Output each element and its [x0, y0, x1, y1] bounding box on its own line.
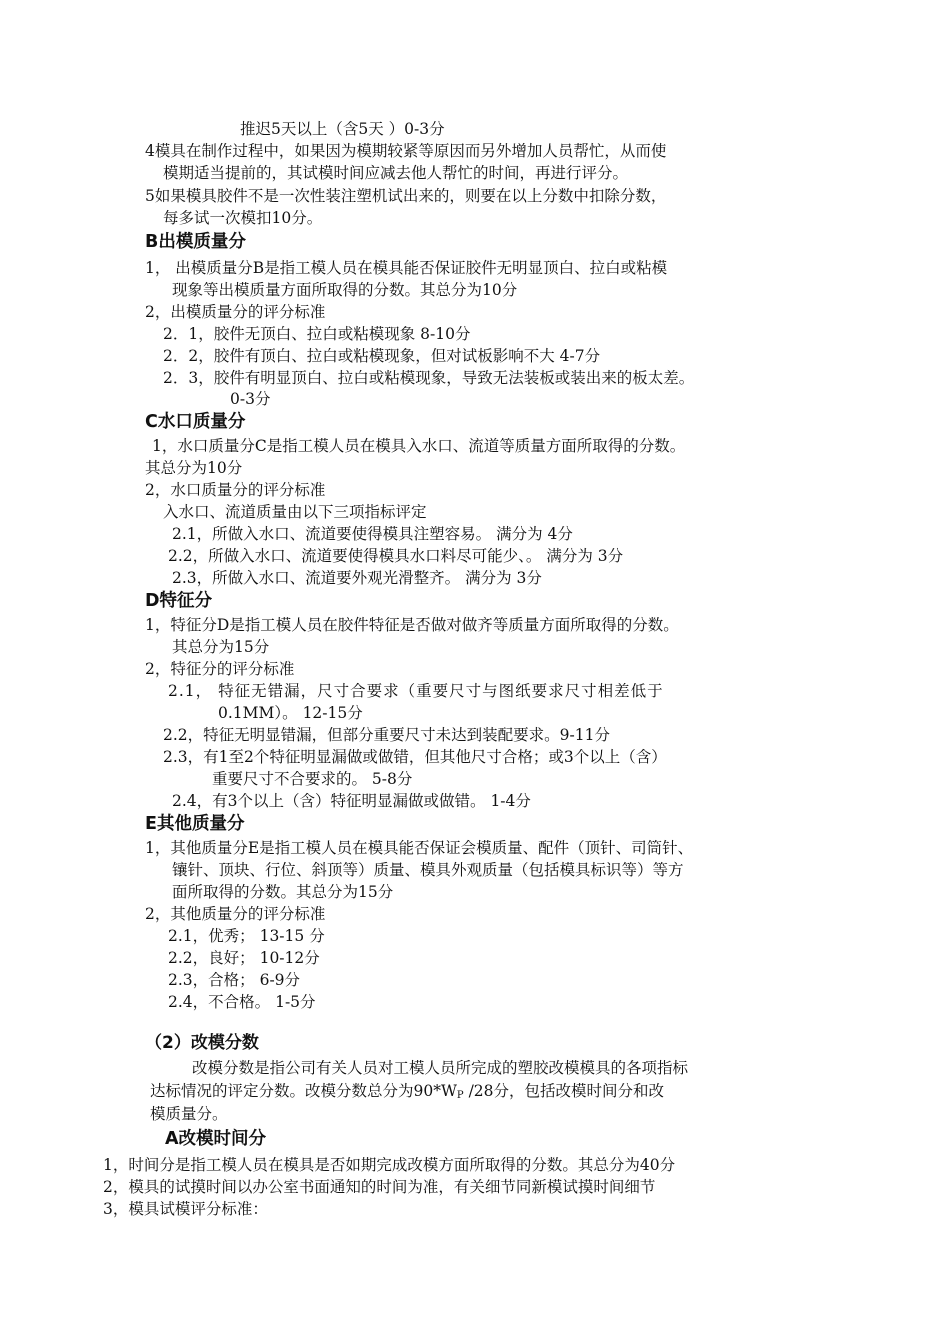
- text-line: 2.4，有3个以上（含）特征明显漏做或做错。 1-4分: [172, 792, 531, 810]
- text-line: 0.1MM）。 12-15分: [218, 704, 363, 722]
- text-line: 面所取得的分数。其总分为15分: [172, 883, 394, 901]
- text-line: 现象等出模质量方面所取得的分数。其总分为10分: [172, 281, 518, 299]
- text-line: 2，水口质量分的评分标准: [145, 481, 326, 499]
- text-line: 模质量分。: [150, 1105, 228, 1123]
- text-line: 2.3，有1至2个特征明显漏做或做错，但其他尺寸合格；或3个以上（含）: [163, 748, 667, 766]
- text-line: 2，模具的试摸时间以办公室书面通知的时间为准，有关细节同新模试摸时间细节: [103, 1178, 656, 1196]
- text-line: 镶针、顶块、行位、斜顶等）质量、模具外观质量（包括模具标识等）等方: [172, 861, 684, 879]
- section-heading-d: D特征分: [145, 591, 213, 611]
- text-line: 2.3，合格； 6-9分: [168, 971, 301, 989]
- section-heading-2: （2）改模分数: [145, 1033, 259, 1053]
- text-line: 1，其他质量分E是指工模人员在模具能否保证会模质量、配件（顶针、司筒针、: [145, 839, 694, 857]
- section-heading-a: A改模时间分: [165, 1129, 267, 1149]
- section-heading-c: C水口质量分: [145, 412, 246, 432]
- text-line: 模期适当提前的，其试模时间应减去他人帮忙的时间，再进行评分。: [163, 164, 629, 182]
- text-line: 2.1，所做入水口、流道要使得模具注塑容易。 满分为 4分: [172, 525, 573, 543]
- text-line: 2.1， 特征无错漏，尺寸合要求（重要尺寸与图纸要求尺寸相差低于: [168, 682, 664, 700]
- text-line: 2.4，不合格。 1-5分: [168, 993, 316, 1011]
- text-line: 1，时间分是指工模人员在模具是否如期完成改模方面所取得的分数。其总分为40分: [103, 1156, 676, 1174]
- text-line: 3，模具试模评分标准：: [103, 1200, 268, 1218]
- text-line: 0-3分: [230, 390, 271, 408]
- text-line: 推迟5天以上（含5天 ）0-3分: [240, 120, 445, 138]
- text-line: 其总分为15分: [172, 638, 270, 656]
- section-heading-b: B出模质量分: [145, 232, 246, 252]
- text-line: 4模具在制作过程中，如果因为模期较紧等原因而另外增加人员帮忙，从而使: [145, 142, 667, 160]
- text-line: 2.2，所做入水口、流道要使得模具水口料尽可能少、。 满分为 3分: [168, 547, 624, 565]
- text-line: 其总分为10分: [145, 459, 243, 477]
- text-line: 2，其他质量分的评分标准: [145, 905, 326, 923]
- text-line: 2．3，胶件有明显顶白、拉白或粘模现象，导致无法装板或装出来的板太差。: [163, 369, 695, 387]
- text-line: 2，特征分的评分标准: [145, 660, 295, 678]
- text-line: 2.2，良好； 10-12分: [168, 949, 320, 967]
- text-line: 达标情况的评定分数。改模分数总分为$90*W_P$ /28分，包括改模时间分和改: [150, 1082, 665, 1101]
- text-line: 入水口、流道质量由以下三项指标评定: [163, 503, 427, 521]
- text-line: 改模分数是指公司有关人员对工模人员所完成的塑胶改模模具的各项指标: [192, 1059, 689, 1077]
- text-line: 5如果模具胶件不是一次性装注塑机试出来的，则要在以上分数中扣除分数，: [145, 187, 667, 205]
- text-line: 2，出模质量分的评分标准: [145, 303, 326, 321]
- text-line: 2．1，胶件无顶白、拉白或粘模现象 8-10分: [163, 325, 471, 343]
- section-heading-e: E其他质量分: [145, 814, 245, 834]
- text-line: 1， 出模质量分B是指工模人员在模具能否保证胶件无明显顶白、拉白或粘模: [145, 259, 668, 277]
- text-line: 2.3，所做入水口、流道要外观光滑整齐。 满分为 3分: [172, 569, 542, 587]
- text-line: 2.1，优秀； 13-15 分: [168, 927, 325, 945]
- text-line: 1，水口质量分C是指工模人员在模具入水口、流道等质量方面所取得的分数。: [152, 437, 686, 455]
- text-line: 1，特征分D是指工模人员在胶件特征是否做对做齐等质量方面所取得的分数。: [145, 616, 679, 634]
- text-line: 2.2，特征无明显错漏，但部分重要尺寸未达到装配要求。9-11分: [163, 726, 610, 744]
- text-line: 每多试一次模扣10分。: [163, 209, 323, 227]
- text-line: 重要尺寸不合要求的。 5-8分: [212, 770, 413, 788]
- text-line: 2．2，胶件有顶白、拉白或粘模现象，但对试板影响不大 4-7分: [163, 347, 601, 365]
